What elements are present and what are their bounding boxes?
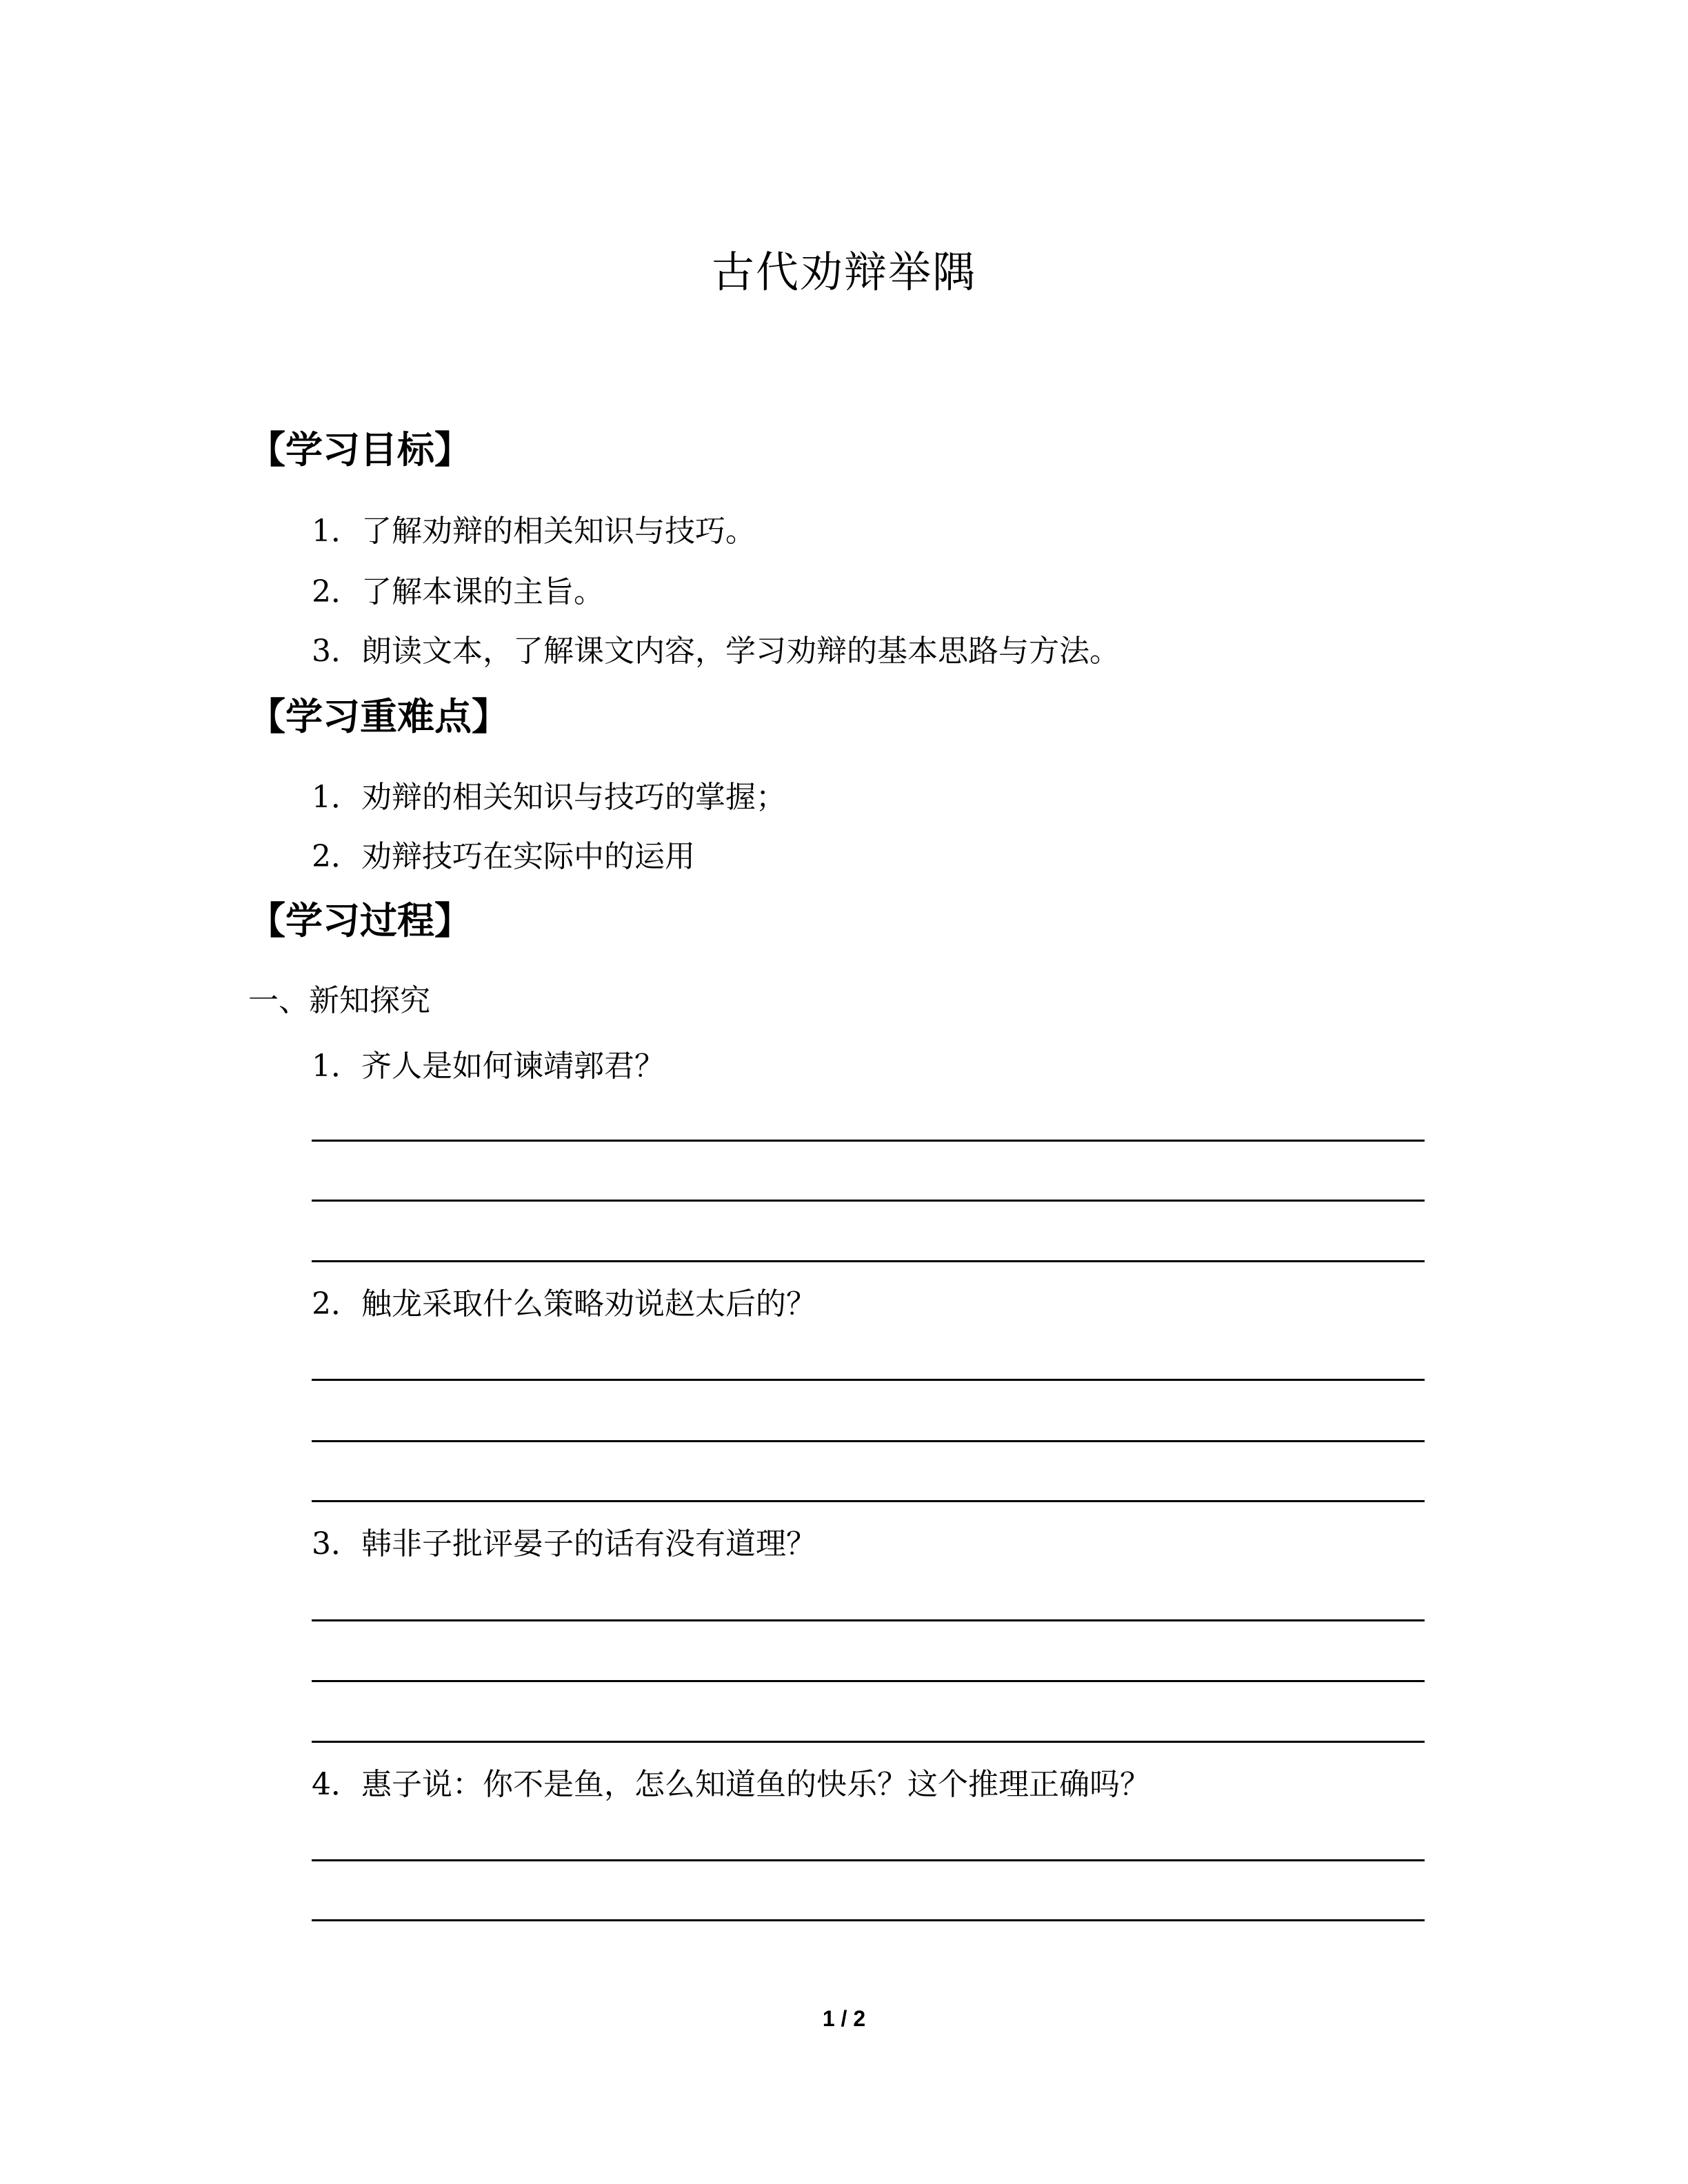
question-1: 1．齐人是如何谏靖郭君？ [312,1049,665,1084]
answer-line [312,1440,1425,1442]
section-heading-process: 【学习过程】 [248,899,472,942]
objective-item: 2．了解本课的主旨。 [312,574,604,609]
question-3: 3．韩非子批评晏子的话有没有道理？ [312,1526,816,1561]
answer-line [312,1619,1425,1621]
objective-item: 1．了解劝辩的相关知识与技巧。 [312,514,756,549]
answer-line [312,1919,1425,1921]
answer-line [312,1200,1425,1202]
answer-line [312,1260,1425,1262]
key-point-item: 2．劝辩技巧在实际中的运用 [312,839,695,874]
answer-line [312,1140,1425,1142]
answer-line [312,1379,1425,1381]
section-heading-key-points: 【学习重难点】 [248,695,509,738]
subsection-heading: 一、新知探究 [248,983,430,1018]
question-4: 4．惠子说：你不是鱼，怎么知道鱼的快乐？这个推理正确吗？ [312,1767,1150,1802]
objective-item: 3．朗读文本，了解课文内容，学习劝辩的基本思路与方法。 [312,634,1120,669]
answer-line [312,1741,1425,1743]
key-point-item: 1．劝辩的相关知识与技巧的掌握； [312,780,786,815]
answer-line [312,1500,1425,1502]
answer-line [312,1859,1425,1861]
page-title: 古代劝辩举隅 [711,247,976,297]
section-heading-objectives: 【学习目标】 [248,428,472,472]
answer-line [312,1680,1425,1682]
question-2: 2．触龙采取什么策略劝说赵太后的？ [312,1286,816,1322]
page-number: 1 / 2 [822,2006,866,2031]
